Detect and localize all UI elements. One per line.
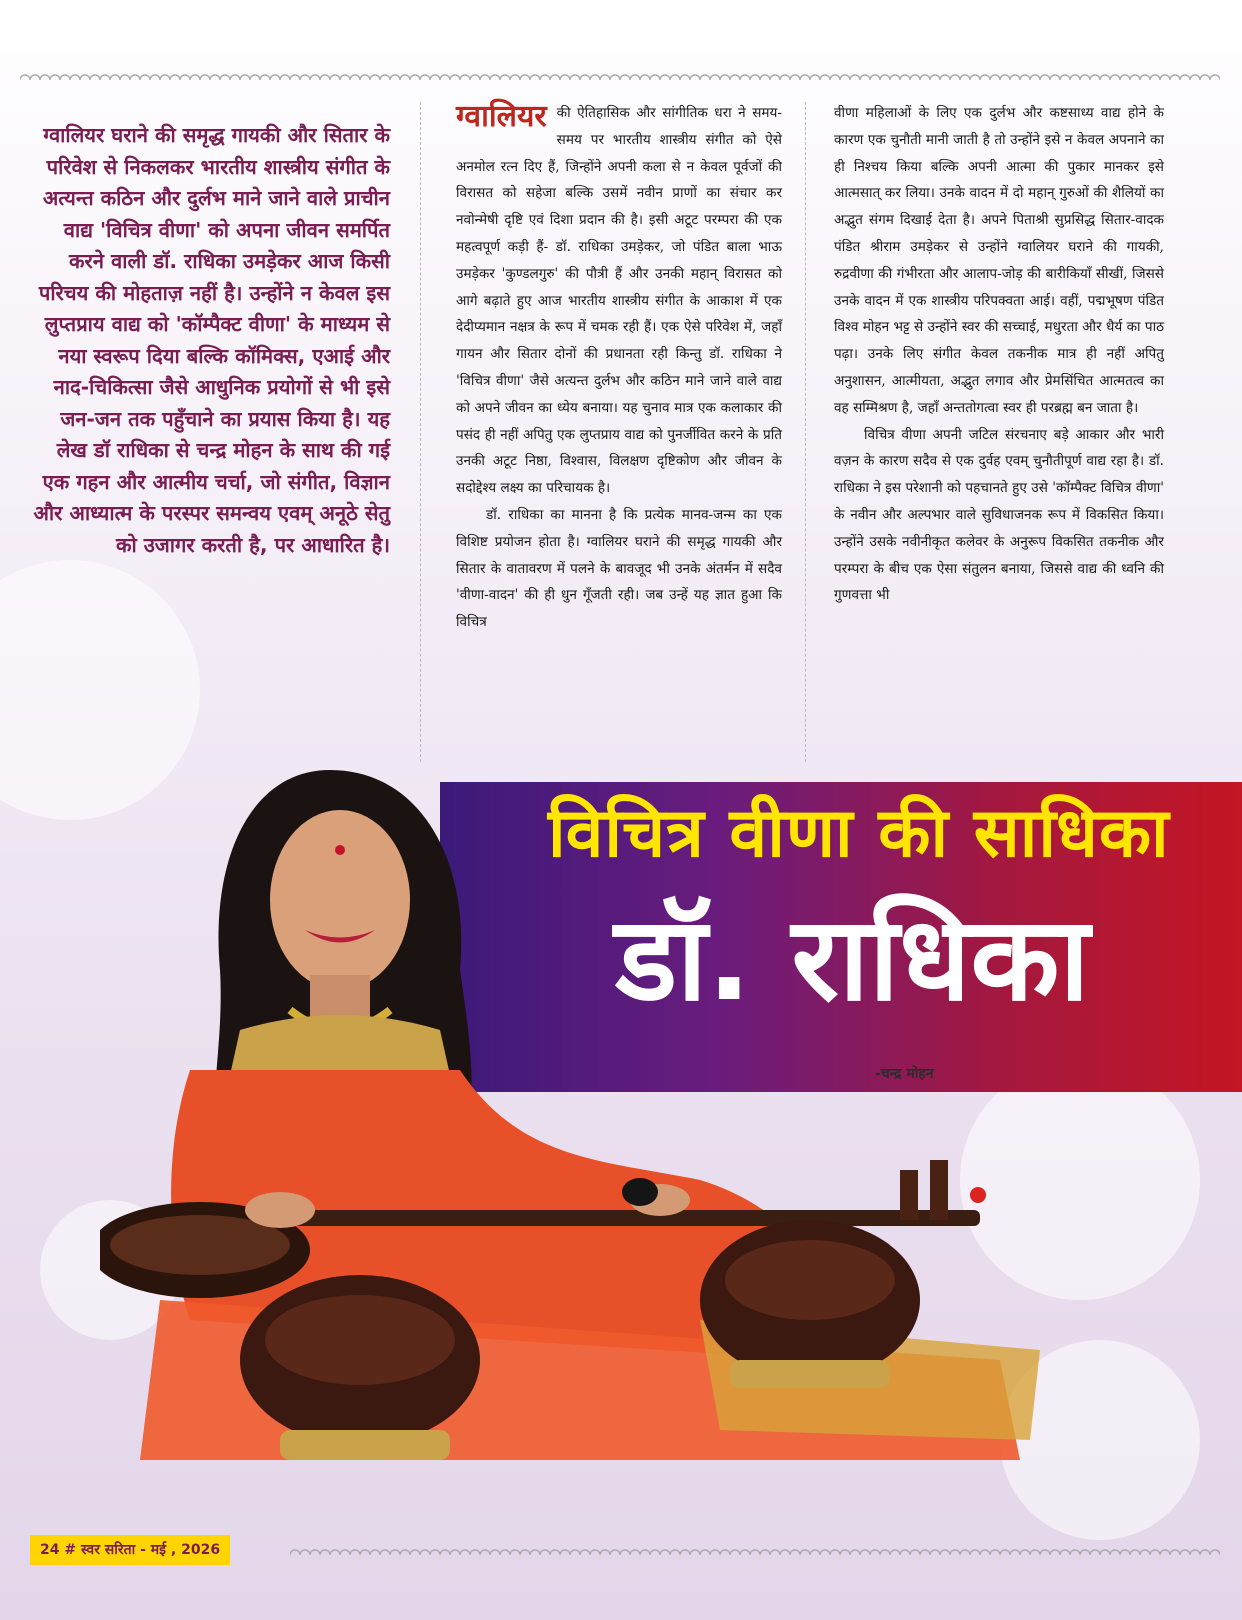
byline: -चन्द्र मोहन — [875, 1066, 934, 1082]
bindi-dot — [335, 845, 345, 855]
gourd-stand-left — [280, 1430, 450, 1460]
veena-gourd-right-top — [725, 1240, 895, 1320]
article-paragraph: विचित्र वीणा अपनी जटिल संरचनाए बड़े आकार और भारी वज़न के कारण सदैव से एक दुर्वह एवम् चुनौतीपूर्ण वाद्य रहा है। डॉ. राधिका ने इस परेशानी को पहचानते हुए उसे 'कॉम्पैक्ट विचित्र वीणा' के नवीन और अल्पभार वाले सुविधाजनक रूप में विकसित किया। उन्होंने उसके नवीनीकृत कलेवर के अनुरूप विकसित तकनीक और परम्परा के बीच एक ऐसा संतुलन बनाया, जिससे वाद्य की ध्वनि की गुणवत्ता भी — [834, 426, 1164, 604]
veena-peg — [900, 1170, 918, 1220]
folio-separator: # — [64, 1542, 77, 1558]
article-paragraph — [456, 100, 782, 502]
magazine-name: स्वर सरिता — [80, 1542, 136, 1558]
article-column-3 — [834, 100, 1164, 609]
veena-peg-red — [970, 1187, 986, 1203]
column-divider — [420, 102, 422, 762]
drop-word: ग्वालियर — [456, 99, 547, 134]
hand-right — [245, 1192, 315, 1228]
headline-line-2: डॉ. राधिका — [615, 892, 1090, 1027]
article-paragraph: डॉ. राधिका का मानना है कि प्रत्येक मानव-जन्म का एक विशिष्ट प्रयोजन होता है। ग्वालियर घराने की समृद्ध गायकी और सितार के वातावरण में पलने के बावजूद भी उनके अंतर्मन में सदैव 'वीणा-वादन' की ही धुन गूँजती रही। जब उन्हें यह ज्ञात हुआ कि विचित्र — [456, 506, 782, 631]
article-paragraph: वीणा महिलाओं के लिए एक दुर्लभ और कष्टसाध्य वाद्य होने के कारण एक चुनौती मानी जाती है तो उन्होंने इसे न केवल अपनाने का ही निश्चय किया बल्कि अपनी आत्मा की पुकार मानकर इसे आत्मसात् कर लिया। उनके वादन में दो महान् गुरुओं की शैलियों का अद्भुत संगम दिखाई देता है। अपने पिताश्री सुप्रसिद्ध सितार-वादक पंडित श्रीराम उमड़ेकर से उन्होंने ग्वालियर घराने की गायकी, रुद्रवीणा की गंभीरता और आलाप-जोड़ की बारीकियाँ सीखीं, जिससे उनके वादन में एक शास्त्रीय परिपक्वता आई। वहीं, पद्मभूषण पंडित विश्व मोहन भट्ट से उन्होंने स्वर की सच्चाई, मधुरता और धैर्य का पाठ पढ़ा। उनके लिए संगीत केवल तकनीक मात्र ही नहीं अपितु अनुशासन, आत्मीयता, अद्भुत लगाव और प्रेमसिंचित आत्मतत्व का वह सम्मिश्रण है, जहाँ अन्ततोगत्वा स्वर ही परब्रह्म बन जाता है। — [834, 105, 1164, 416]
issue-date: - मई , 2026 — [140, 1542, 221, 1558]
article-column-2 — [456, 100, 782, 636]
headline-line-1: विचित्र वीणा की साधिका — [548, 794, 1170, 873]
page-number: 24 — [40, 1542, 60, 1558]
veena-peg — [930, 1160, 948, 1220]
article-text: की ऐतिहासिक और सांगीतिक धरा ने समय-समय पर भारतीय शास्त्रीय संगीत को ऐसे अनमोल रत्न दिए हैं, जिन्होंने अपनी कला से न केवल पूर्वजों की विरासत को सहेजा बल्कि उसमें नवीन प्राणों का संचार कर नवोन्मेषी दृष्टि एवं दिशा प्रदान की है। इसी अटूट परम्परा की एक महत्वपूर्ण कड़ी हैं- डॉ. राधिका उमड़ेकर, जो पंडित बाला भाऊ उमड़ेकर 'कुण्डलगुरु' की पौत्री हैं और उनकी महान् विरासत को आगे बढ़ाते हुए आज भारतीय शास्त्रीय संगीत के आकाश में एक देदीप्यमान नक्षत्र के रूप में चमक रही हैं। एक ऐसे परिवेश में, जहाँ गायन और सितार दोनों की प्रधानता रही किन्तु डॉ. राधिका ने 'विचित्र वीणा' जैसे अत्यन्त दुर्लभ और कठिन माने जाने वाले वाद्य को अपने जीवन का ध्येय बनाया। यह चुनाव मात्र एक कलाकार की पसंद ही नहीं अपितु एक लुप्तप्राय वाद्य को पुनर्जीवित करने के प्रति उनकी अटूट निष्ठा, विश्वास, विलक्षण दृष्टिकोण और जीवन के सदोद्देश्य लक्ष्य का परिचायक है। — [456, 105, 782, 497]
bottom-wave-border — [290, 1545, 1220, 1555]
gourd-stand-right — [730, 1360, 890, 1388]
page-folio — [30, 1535, 230, 1565]
veena-gourd-left-top — [265, 1295, 455, 1385]
column-divider — [805, 102, 807, 762]
slide-ball — [622, 1178, 658, 1206]
face-shape — [270, 810, 410, 990]
intro-standfirst: ग्वालियर घराने की समृद्ध गायकी और सितार के परिवेश से निकलकर भारतीय शास्त्रीय संगीत के अत्यन्त कठिन और दुर्लभ माने जाने वाले प्राचीन वाद्य 'विचित्र वीणा' को अपना जीवन समर्पित करने वाली डॉ. राधिका उमड़ेकर आज किसी परिचय की मोहताज़ नहीं है। उन्होंने न केवल इस लुप्तप्राय वाद्य को 'कॉम्पैक्ट वीणा' के माध्यम से नया स्वरूप दिया बल्कि कॉमिक्स, एआई और नाद-चिकित्सा जैसे आधुनिक प्रयोगों से भी इसे जन-जन तक पहुँचाने का प्रयास किया है। यह लेख डॉ राधिका से चन्द्र मोहन के साथ की गई एक गहन और आत्मीय चर्चा, जो संगीत, विज्ञान और आध्यात्म के परस्पर समन्वय एवम् अनूठे सेतु को उजागर करती है, पर आधारित है। — [33, 123, 390, 557]
top-wave-border — [20, 70, 1220, 80]
